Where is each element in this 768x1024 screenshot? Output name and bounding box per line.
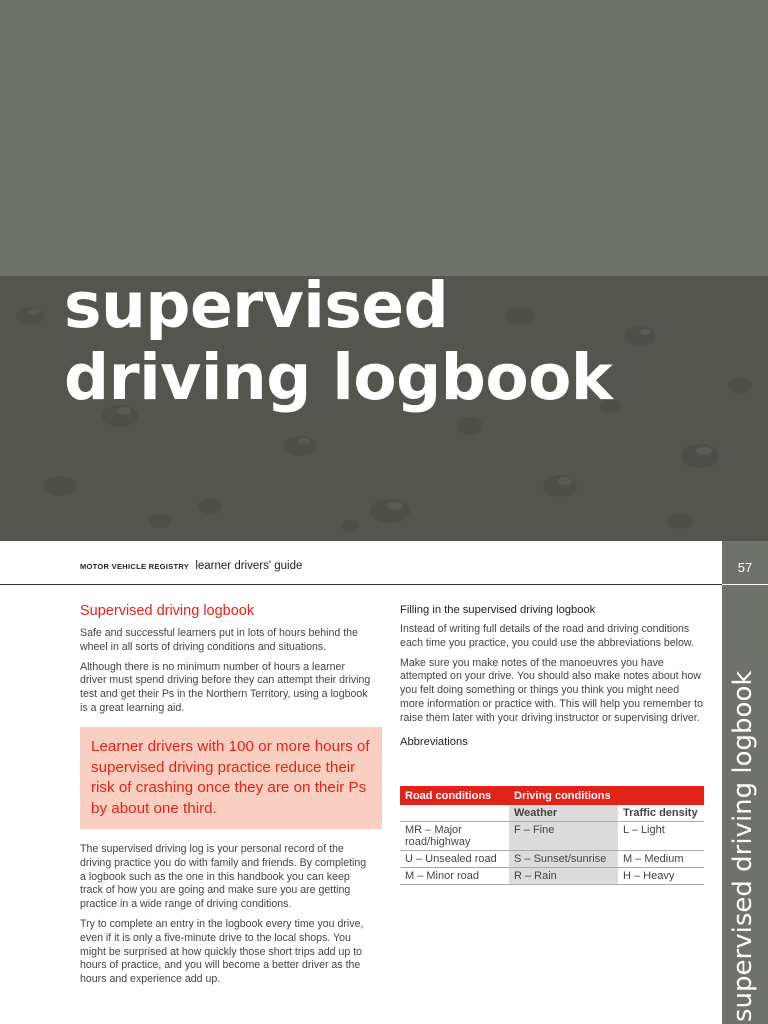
paragraph-personal-record: The supervised driving log is your personal record of the driving practice you do with family and friends. By completing a logbook such as the one in this handbook you can keep track of how you are going and make sure you are getting practice in a wide range of driving conditions. bbox=[80, 843, 367, 911]
table-cell: L – Light bbox=[618, 822, 704, 851]
table-subheader-cell: Weather bbox=[509, 805, 618, 822]
abbreviations-table bbox=[400, 786, 704, 885]
title-line-2: driving logbook bbox=[64, 341, 613, 414]
running-header bbox=[80, 560, 302, 572]
table-cell: R – Rain bbox=[509, 868, 618, 885]
side-vertical-title: supervised driving logbook bbox=[728, 670, 758, 1022]
registry-label: MOTOR VEHICLE REGISTRY bbox=[80, 562, 190, 571]
paragraph-minimum-hours: Although there is no minimum number of hours a learner driver must spend driving before they can attempt their driving test and get their Ps in the Northern Territory, using a logbook is a great learning aid. bbox=[80, 660, 371, 714]
callout-text: Learner drivers with 100 or more hours of supervised driving practice reduce their risk of crashing once they are on their Ps by about one third. bbox=[91, 738, 370, 817]
table-cell: H – Heavy bbox=[618, 868, 704, 885]
table-row bbox=[400, 868, 704, 885]
table-subheader-cell bbox=[400, 805, 509, 822]
paragraph-abbreviations-intro: Instead of writing full details of the road and driving conditions each time you practice, you could use the abbreviations below. bbox=[400, 623, 694, 649]
table-cell: M – Medium bbox=[618, 851, 704, 868]
table-subheader-cell: Traffic density bbox=[618, 805, 704, 822]
table-row bbox=[400, 851, 704, 868]
paragraph-complete-entry: Try to complete an entry in the logbook every time you drive, even if it is only a five-minute drive to the local shops. You might be surprised at how quickly those short trips add up to hours of practice, and you will become a better driver as the hours and experience add up. bbox=[80, 917, 364, 986]
table-cell: F – Fine bbox=[509, 822, 618, 851]
header-divider bbox=[0, 584, 722, 585]
callout-box bbox=[80, 727, 382, 829]
left-column bbox=[80, 603, 372, 722]
table-subheader-row bbox=[400, 805, 704, 822]
table-cell: S – Sunset/sunrise bbox=[509, 851, 618, 868]
paragraph-intro: Safe and successful learners put in lots of hours behind the wheel in all sorts of driving conditions and situations. bbox=[80, 627, 358, 653]
left-column-lower bbox=[80, 843, 372, 993]
header-divider-tab bbox=[722, 584, 768, 585]
hero-background bbox=[0, 0, 768, 276]
abbreviations-heading: Abbreviations bbox=[400, 735, 468, 748]
title-line-1: supervised bbox=[64, 269, 449, 342]
table-cell: MR – Major road/highway bbox=[400, 822, 509, 851]
page-title bbox=[64, 270, 612, 414]
filling-in-heading: Filling in the supervised driving logbook bbox=[400, 604, 596, 616]
section-heading: Supervised driving logbook bbox=[80, 603, 255, 619]
table-header-row bbox=[400, 786, 704, 805]
table-header-cell: Road conditions bbox=[400, 786, 509, 805]
right-column bbox=[400, 604, 704, 755]
guide-label: learner drivers' guide bbox=[195, 560, 303, 572]
table-cell: U – Unsealed road bbox=[400, 851, 509, 868]
table-cell: M – Minor road bbox=[400, 868, 509, 885]
page-number: 57 bbox=[737, 560, 753, 575]
paragraph-notes: Make sure you make notes of the manoeuvres you have attempted on your drive. You should also make notes about how you felt doing something or things you think you might need more information or practice with. This will help you remember to raise them later with your driving instructor or supervising driver. bbox=[400, 656, 704, 724]
table-header-cell: Driving conditions bbox=[509, 786, 704, 805]
table-row bbox=[400, 822, 704, 851]
